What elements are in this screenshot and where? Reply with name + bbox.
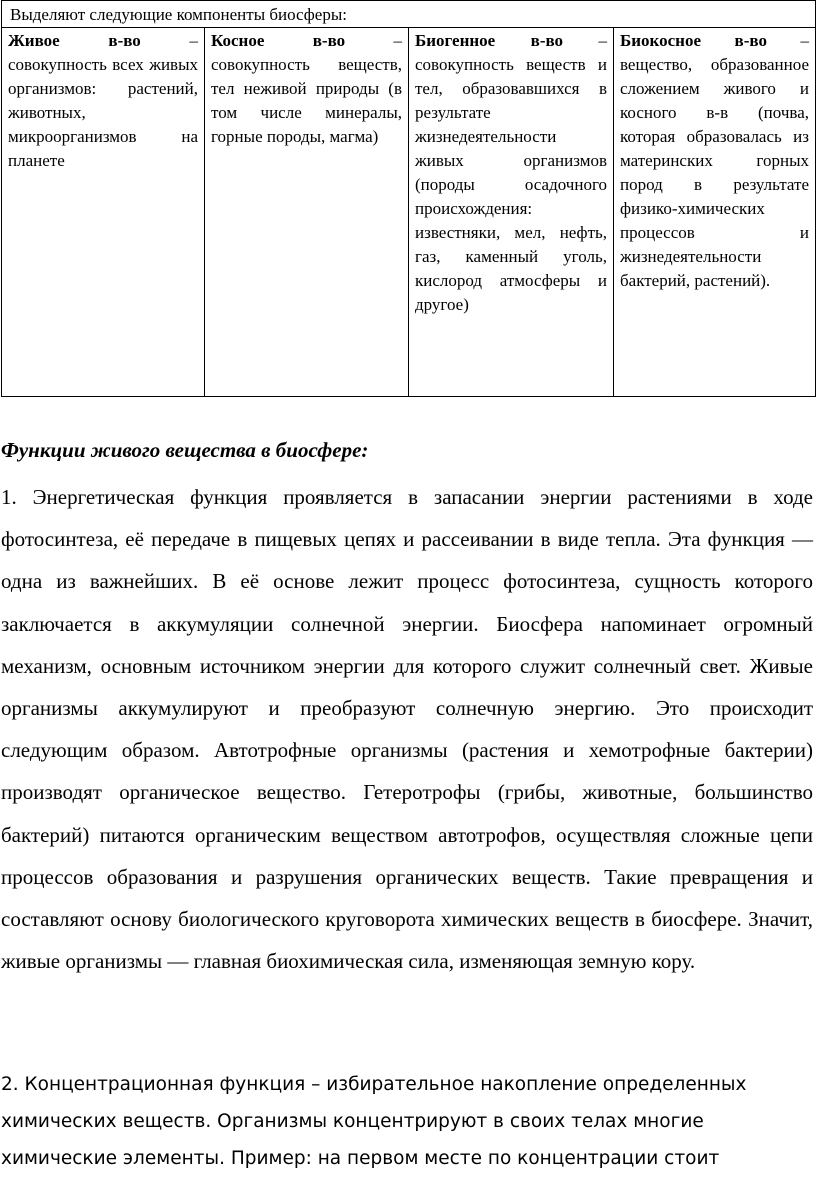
- living-matter-definition: – совокупность всех живых организмов: растений, животных, микроорганизмов на планете: [8, 31, 198, 170]
- bioinert-matter-definition: – вещество, образованное сложением живого и косного в-в (почва, которая образовалась из материнских горных пород в результате физико-химических процессов и жизнедеятельности бактерий, растений).: [620, 31, 809, 290]
- section-title: Функции живого вещества в биосфере:: [1, 438, 369, 462]
- biogenic-matter-cell: [409, 28, 614, 397]
- table-header: Выделяют следующие компоненты биосферы:: [2, 1, 816, 28]
- concentration-function-paragraph: 2. Концентрационная функция – избирательное накопление определенных химических веществ. Организмы концентрируют в своих телах многие химические элементы. Пример: на первом месте по концентрации стоит: [1, 1074, 747, 1169]
- bioinert-matter-cell: [614, 28, 816, 397]
- biogenic-matter-term: Биогенное в-во: [415, 31, 564, 50]
- inert-matter-cell: [205, 28, 409, 397]
- biogenic-matter-definition: – совокупность веществ и тел, образовавшихся в результате жизнедеятельности живых организмов (породы осадочного происхождения: известняки, мел, нефть, газ, каменный уголь, кислород атмосферы и другое): [415, 31, 607, 314]
- biosphere-components-table: [1, 0, 816, 397]
- bioinert-matter-term: Биокосное в-во: [620, 31, 767, 50]
- inert-matter-definition: – совокупность веществ, тел неживой природы (в том числе минералы, горные породы, магма): [211, 31, 402, 146]
- inert-matter-term: Косное в-во: [211, 31, 346, 50]
- living-matter-term: Живое в-во: [8, 31, 141, 50]
- energy-function-paragraph: 1. Энергетическая функция проявляется в запасании энергии растениями в ходе фотосинтеза, её передаче в пищевых цепях и рассеивании в виде тепла. Эта функция — одна из важнейших. В её основе лежит процесс фотосинтеза, сущность которого заключается в аккумуляции солнечной энергии. Биосфера напоминает огромный механизм, основным источником энергии для которого служит солнечный свет. Живые организмы аккумулируют и преобразуют солнечную энергию. Это происходит следующим образом. Автотрофные организмы (растения и хемотрофные бактерии) производят органическое вещество. Гетеротрофы (грибы, животные, большинство бактерий) питаются органическим веществом автотрофов, осуществляя сложные цепи процессов образования и разрушения органических веществ. Такие превращения и составляют основу биологического круговорота химических веществ в биосфере. Значит, живые организмы — главная биохимическая сила, изменяющая земную кору.: [1, 485, 813, 974]
- living-matter-cell: [2, 28, 205, 397]
